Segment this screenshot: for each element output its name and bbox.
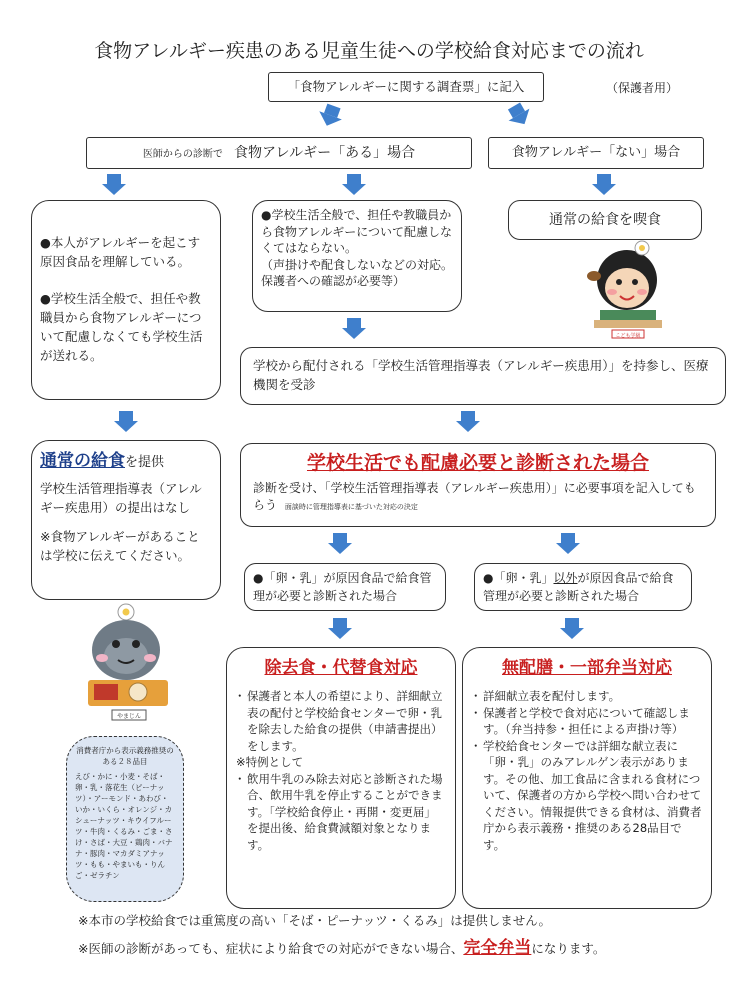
allergen-list: えび・かに・小麦・そば・卵・乳・落花生（ピーナッツ）・アーモンド・あわび・いか・いくら・オレンジ・カシューナッツ・キウイフルーツ・牛肉・くるみ・ごま・さけ・さば・大豆・鶏肉・バナナ・豚肉・マカダミアナッツ・もも・やまいも・りんご・ゼラチン (75, 772, 173, 880)
mascot-lunch-illustration (78, 600, 188, 725)
other-allergen-box (474, 563, 692, 611)
egg-milk-box (244, 563, 446, 611)
diagnosed-box (240, 443, 716, 527)
normal-provide-emph: 通常の給食 (40, 451, 125, 471)
normal-meal-provide-box (31, 440, 221, 600)
allergy-yes-box (86, 137, 472, 169)
diagnosed-text (253, 480, 703, 516)
mascot-badge: こども学級 (615, 333, 641, 339)
footer-note-1: ※本市の学校給食では重篤度の高い「そば・ピーナッツ・くるみ」は提供しません。 (78, 913, 551, 928)
diagnosed-text-main: 診断を受け、「学校生活管理指導表（アレルギー疾患用）」に必要事項を記入してもらう (253, 481, 696, 512)
removal-item-2: ・ 飲用牛乳のみ除去対応と診断された場合、飲用牛乳を停止することができます。「学校給食停止・再開・変更届」を提出後、給食費減額対象となります。 (236, 771, 446, 854)
no-serving-item: ・ 詳細献立表を配付します。 (472, 688, 702, 705)
footer-note-2-emph: 完全弁当 (463, 938, 532, 958)
removal-special: ※特例として (236, 755, 304, 769)
no-serving-heading: 無配膳・一部弁当対応 (502, 658, 672, 678)
diagnosed-small: 面談時に管理指導表に基づいた対応の決定 (284, 503, 418, 511)
removal-list (236, 688, 446, 754)
no-serving-item: ・ 保護者と学校で食対応について確認します。（弁当持参・担任による声掛け等） (472, 705, 702, 738)
no-label: 食物アレルギー「ない」場合 (511, 145, 681, 160)
other-post: が原因食品で給食管理が必要と診断された場合 (483, 571, 674, 603)
normal-provide-line1: 学校生活管理指導表（アレルギー疾患用）の提出はなし (40, 481, 202, 515)
no-serving-item: ・ 学校給食センターでは詳細な献立表に「卵・乳」のみアレルゲン表示があります。その他、加工食品に含まれる食材について、保護者の方から学校へ問い合わせてください。情報提供できる食材は、消費者庁から表示義務・推奨のある28品目です。 (472, 738, 702, 854)
footer-note-2-pre: ※医師の診断があっても、症状により給食での対応ができない場合、 (78, 941, 464, 956)
normal-provide-line2: ※食物アレルギーがあることは学校に伝えてください。 (40, 529, 200, 563)
removal-list-2 (236, 771, 446, 854)
diagnosed-heading: 学校生活でも配慮必要と診断された場合 (306, 452, 649, 474)
mid-note: （声掛けや配食しないなどの対応。保護者への確認が必要等） (261, 257, 454, 288)
other-emph: 以外 (553, 571, 578, 585)
allergen-title: 消費者庁から表示義務推奨のある２８品目 (76, 746, 174, 766)
left-item-1: ●本人がアレルギーを起こす原因食品を理解している。 (40, 235, 201, 269)
other-pre: ●「卵・乳」 (483, 571, 554, 585)
no-serving-box (462, 647, 712, 909)
page-title: 食物アレルギー疾患のある児童生徒への学校給食対応までの流れ (94, 40, 644, 62)
removal-item: ・ 保護者と本人の希望により、詳細献立表の配付と学校給食センターで卵・乳を除去した給食の提供（申請書提出）をします。 (236, 688, 446, 754)
consideration-needed-box (252, 200, 462, 312)
no-serving-list (472, 688, 702, 853)
normal-provide-suffix: を提供 (125, 455, 165, 470)
footer-note-2 (78, 933, 605, 958)
survey-note: （保護者用） (606, 81, 679, 95)
doctor-visit-box (240, 347, 726, 405)
allergen-list-box (66, 736, 184, 902)
footer-note-2-post: になります。 (531, 941, 606, 956)
left-item-2: ●学校生活全般で、担任や教職員から食物アレルギーについて配慮しなくても学校生活が送れる。 (40, 291, 203, 363)
no-consideration-box (31, 200, 221, 400)
mid-text: ●学校生活全般で、担任や教職員から食物アレルギーについて配慮しなくてはならない。 (261, 208, 452, 255)
egg-milk-text: ●「卵・乳」が原因食品で給食管理が必要と診断された場合 (253, 571, 432, 603)
removal-meal-box (226, 647, 456, 909)
yes-prefix: 医師からの診断で (142, 149, 223, 160)
normal-meal-label: 通常の給食を喫食 (549, 212, 661, 228)
yes-label: 食物アレルギー「ある」場合 (234, 145, 416, 161)
removal-heading: 除去食・代替食対応 (264, 658, 418, 678)
normal-provide-heading (40, 449, 212, 475)
mascot2-badge: やまじん (116, 713, 142, 720)
mascot-eating-illustration (572, 230, 682, 340)
survey-label: 「食物アレルギーに関する調査票」に記入 (287, 79, 525, 94)
other-text (483, 569, 683, 605)
survey-box (268, 72, 544, 102)
doctor-visit-text: 学校から配付される「学校生活管理指導表（アレルギー疾患用）」を持参し、医療機関を受診 (253, 358, 709, 392)
allergy-no-box (488, 137, 704, 169)
